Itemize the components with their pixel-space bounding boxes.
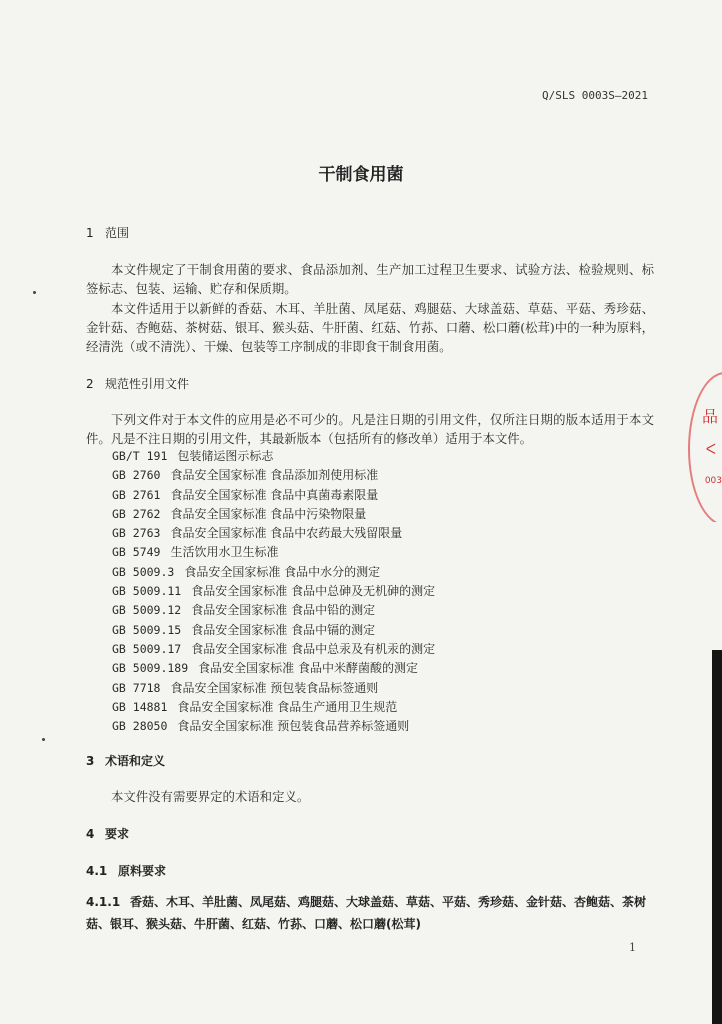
reference-item: GB 7718 食品安全国家标准 预包装食品标签通则 bbox=[112, 680, 379, 695]
reference-item: GB 5009.3 食品安全国家标准 食品中水分的测定 bbox=[112, 564, 381, 579]
subsection-heading-raw-materials: 4.1 原料要求 bbox=[86, 864, 167, 878]
reference-item: GB 14881 食品安全国家标准 食品生产通用卫生规范 bbox=[112, 699, 398, 714]
scan-speck bbox=[42, 738, 45, 741]
reference-item: GB 5009.15 食品安全国家标准 食品中镉的测定 bbox=[112, 622, 376, 637]
section-heading-scope: 1 范围 bbox=[86, 226, 130, 240]
document-title: 干制食用菌 bbox=[318, 165, 404, 185]
red-seal-stamp: 品 ᐸ 003 bbox=[688, 372, 722, 522]
reference-item: GB/T 191 包装储运图示标志 bbox=[112, 449, 274, 463]
reference-item: GB 5009.11 食品安全国家标准 食品中总砷及无机砷的测定 bbox=[112, 584, 436, 599]
terms-body: 本文件没有需要界定的术语和定义。 bbox=[111, 789, 310, 804]
paragraph: 本文件适用于以新鲜的香菇、木耳、羊肚菌、凤尾菇、鸡腿菇、大球盖菇、草菇、平菇、秀珍菇、金针菇、杏鲍菇、茶树菇、银耳、猴头菇、牛肝菌、红菇、竹荪、口蘑、松口蘑(松茸)中的一种为原料，经清洗（或不清洗）、干燥、包装等工序制成的非即食干制食用菌。 bbox=[86, 300, 654, 355]
references-intro: 下列文件对于本文件的应用是必不可少的。凡是注日期的引用文件，仅所注日期的版本适用于本文件。凡是不注日期的引用文件，其最新版本（包括所有的修改单）适用于本文件。 bbox=[86, 412, 654, 447]
section-heading-references: 2 规范性引用文件 bbox=[86, 377, 190, 391]
section-heading-terms: 3 术语和定义 bbox=[86, 754, 166, 768]
scan-speck bbox=[33, 291, 36, 294]
scan-edge-shadow bbox=[712, 650, 722, 1024]
reference-item: GB 2761 食品安全国家标准 食品中真菌毒素限量 bbox=[112, 487, 379, 502]
page-number: 1 bbox=[629, 941, 636, 954]
reference-item: GB 5749 生活饮用水卫生标准 bbox=[112, 545, 279, 560]
reference-item: GB 2762 食品安全国家标准 食品中污染物限量 bbox=[112, 506, 367, 521]
reference-item: GB 5009.189 食品安全国家标准 食品中米酵菌酸的测定 bbox=[112, 661, 418, 676]
reference-item: GB 5009.12 食品安全国家标准 食品中铅的测定 bbox=[112, 603, 376, 618]
reference-item: GB 2763 食品安全国家标准 食品中农药最大残留限量 bbox=[112, 526, 403, 541]
reference-item: GB 5009.17 食品安全国家标准 食品中总汞及有机汞的测定 bbox=[112, 641, 436, 656]
reference-item: GB 28050 食品安全国家标准 预包装食品营养标签通则 bbox=[112, 719, 410, 734]
paragraph: 本文件规定了干制食用菌的要求、食品添加剂、生产加工过程卫生要求、试验方法、检验规则、标签标志、包装、运输、贮存和保质期。 bbox=[86, 262, 654, 297]
section-heading-requirements: 4 要求 bbox=[86, 827, 130, 841]
document-code: Q/SLS 0003S—2021 bbox=[542, 89, 648, 102]
reference-list bbox=[112, 447, 435, 736]
subsection-4-1-1: 4.1.1 香菇、木耳、羊肚菌、凤尾菇、鸡腿菇、大球盖菇、草菇、平菇、秀珍菇、金针菇、杏鲍菇、茶树菇、银耳、猴头菇、牛肝菌、红菇、竹荪、口蘑、松口蘑(松茸) bbox=[86, 895, 647, 931]
section-scope-body bbox=[86, 260, 654, 356]
reference-item: GB 2760 食品安全国家标准 食品添加剂使用标准 bbox=[112, 468, 379, 483]
